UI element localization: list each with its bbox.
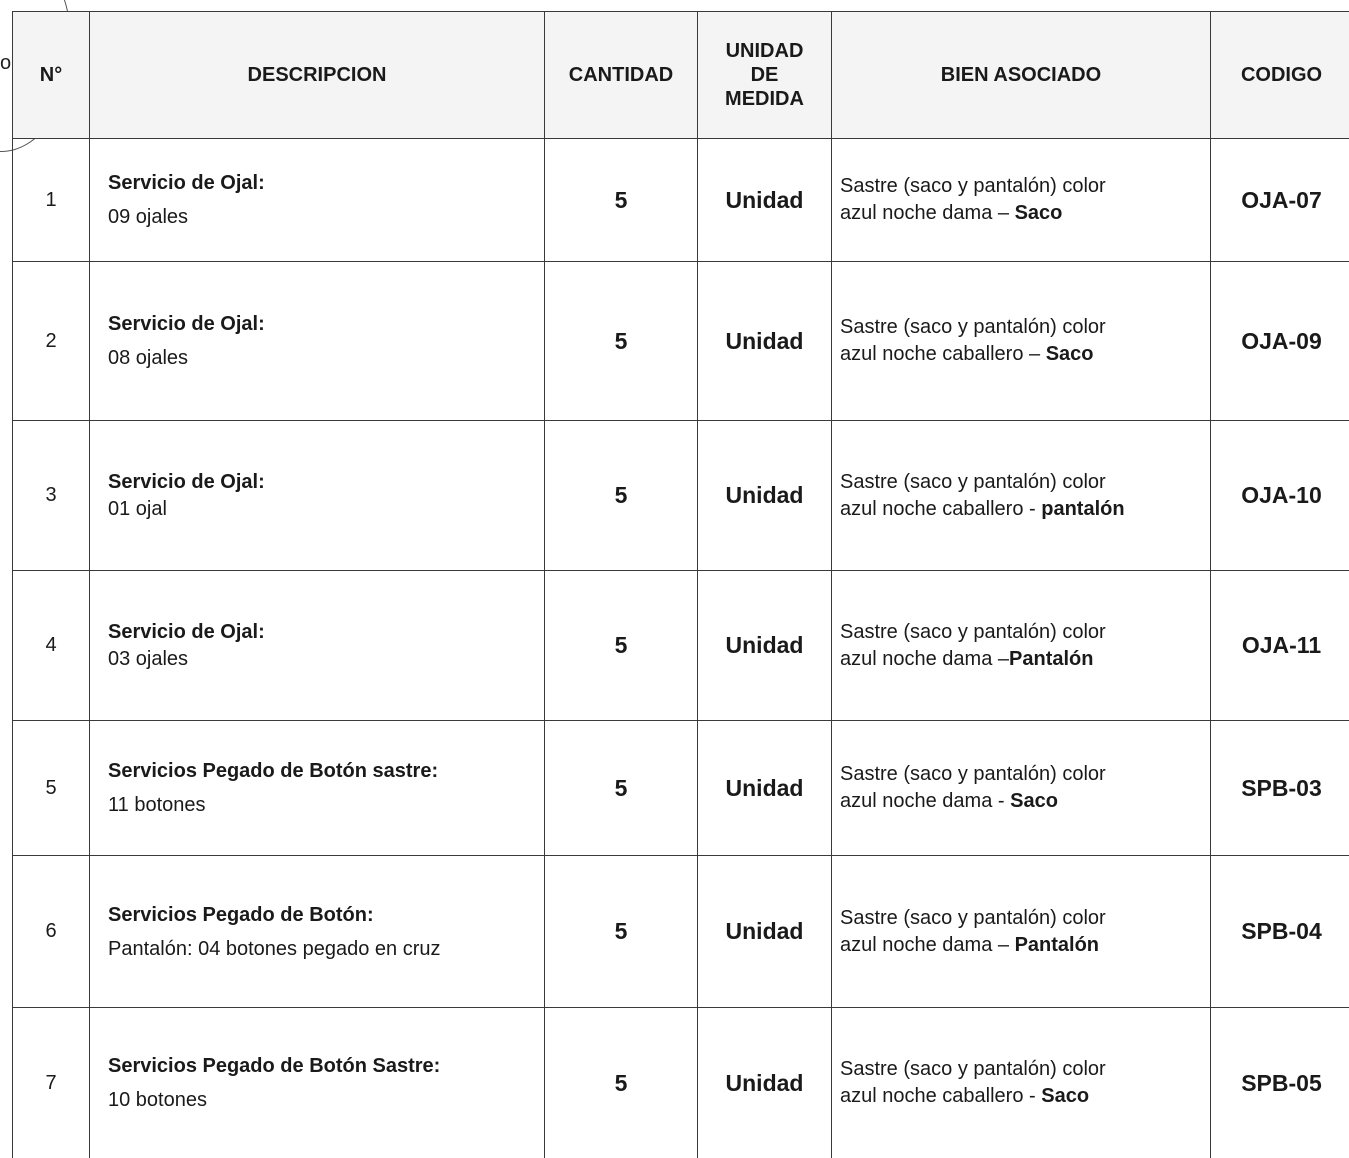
row-associated-item: [832, 262, 1211, 421]
table-row: [13, 139, 1349, 262]
description-detail: Pantalón: 04 botones pegado en cruz: [108, 932, 544, 966]
row-quantity: 5: [545, 721, 698, 856]
item-line: Sastre (saco y pantalón) color: [840, 1058, 1106, 1080]
description-detail: 11 botones: [108, 788, 544, 822]
row-quantity: 5: [545, 856, 698, 1008]
row-associated-item: [832, 721, 1211, 856]
item-line: azul noche dama –: [840, 648, 1009, 670]
row-unit: Unidad: [698, 139, 832, 262]
header-unit-line: DE: [751, 64, 779, 86]
description-title: Servicios Pegado de Botón:: [108, 898, 544, 932]
row-code: SPB-03: [1211, 721, 1349, 856]
table-row: [13, 721, 1349, 856]
row-number: 5: [13, 721, 90, 856]
item-line: azul noche caballero –: [840, 343, 1046, 365]
item-garment: Saco: [1041, 1085, 1089, 1107]
row-number: 3: [13, 421, 90, 571]
description-detail: 03 ojales: [108, 646, 544, 673]
row-description: [90, 721, 545, 856]
row-quantity: 5: [545, 262, 698, 421]
row-code: SPB-04: [1211, 856, 1349, 1008]
table-row: [13, 1008, 1349, 1158]
item-garment: Pantalón: [1015, 934, 1099, 956]
item-garment: Saco: [1046, 343, 1094, 365]
description-title: Servicio de Ojal:: [108, 469, 544, 496]
row-number: 7: [13, 1008, 90, 1158]
item-line: Sastre (saco y pantalón) color: [840, 621, 1106, 643]
item-garment: pantalón: [1041, 498, 1124, 520]
item-line: azul noche dama -: [840, 790, 1010, 812]
header-unit: [698, 12, 832, 139]
description-detail: 09 ojales: [108, 200, 544, 234]
table-header-row: [13, 12, 1349, 139]
row-quantity: 5: [545, 1008, 698, 1158]
item-line: Sastre (saco y pantalón) color: [840, 471, 1106, 493]
row-code: OJA-10: [1211, 421, 1349, 571]
header-unit-line: UNIDAD: [726, 40, 804, 62]
row-number: 1: [13, 139, 90, 262]
header-associated-item: BIEN ASOCIADO: [832, 12, 1211, 139]
item-line: Sastre (saco y pantalón) color: [840, 907, 1106, 929]
row-description: [90, 571, 545, 721]
row-unit: Unidad: [698, 421, 832, 571]
table-row: [13, 262, 1349, 421]
row-unit: Unidad: [698, 262, 832, 421]
table-row: [13, 856, 1349, 1008]
row-unit: Unidad: [698, 571, 832, 721]
row-quantity: 5: [545, 421, 698, 571]
item-line: azul noche dama –: [840, 934, 1015, 956]
services-table: [12, 11, 1349, 1158]
item-line: Sastre (saco y pantalón) color: [840, 175, 1106, 197]
description-title: Servicios Pegado de Botón Sastre:: [108, 1049, 544, 1083]
description-title: Servicio de Ojal:: [108, 619, 544, 646]
header-code: CODIGO: [1211, 12, 1349, 139]
table-row: [13, 571, 1349, 721]
header-quantity: CANTIDAD: [545, 12, 698, 139]
row-code: OJA-11: [1211, 571, 1349, 721]
row-description: [90, 1008, 545, 1158]
table-row: [13, 421, 1349, 571]
description-title: Servicios Pegado de Botón sastre:: [108, 754, 544, 788]
item-line: azul noche caballero -: [840, 1085, 1041, 1107]
description-title: Servicio de Ojal:: [108, 166, 544, 200]
row-quantity: 5: [545, 571, 698, 721]
row-associated-item: [832, 1008, 1211, 1158]
item-line: azul noche dama –: [840, 202, 1015, 224]
description-detail: 08 ojales: [108, 341, 544, 375]
row-description: [90, 421, 545, 571]
description-title: Servicio de Ojal:: [108, 307, 544, 341]
description-detail: 01 ojal: [108, 496, 544, 523]
row-description: [90, 856, 545, 1008]
item-line: Sastre (saco y pantalón) color: [840, 763, 1106, 785]
header-unit-line: MEDIDA: [725, 88, 804, 110]
row-unit: Unidad: [698, 721, 832, 856]
row-number: 4: [13, 571, 90, 721]
row-code: SPB-05: [1211, 1008, 1349, 1158]
item-garment: Pantalón: [1009, 648, 1093, 670]
item-line: Sastre (saco y pantalón) color: [840, 316, 1106, 338]
description-detail: 10 botones: [108, 1083, 544, 1117]
item-garment: Saco: [1015, 202, 1063, 224]
margin-text: o: [0, 52, 11, 75]
row-unit: Unidad: [698, 856, 832, 1008]
header-num: N°: [13, 12, 90, 139]
row-quantity: 5: [545, 139, 698, 262]
row-associated-item: [832, 421, 1211, 571]
header-description: DESCRIPCION: [90, 12, 545, 139]
item-garment: Saco: [1010, 790, 1058, 812]
item-line: azul noche caballero -: [840, 498, 1041, 520]
row-number: 2: [13, 262, 90, 421]
row-associated-item: [832, 139, 1211, 262]
row-associated-item: [832, 856, 1211, 1008]
row-code: OJA-09: [1211, 262, 1349, 421]
row-description: [90, 139, 545, 262]
row-description: [90, 262, 545, 421]
row-code: OJA-07: [1211, 139, 1349, 262]
row-associated-item: [832, 571, 1211, 721]
row-unit: Unidad: [698, 1008, 832, 1158]
row-number: 6: [13, 856, 90, 1008]
